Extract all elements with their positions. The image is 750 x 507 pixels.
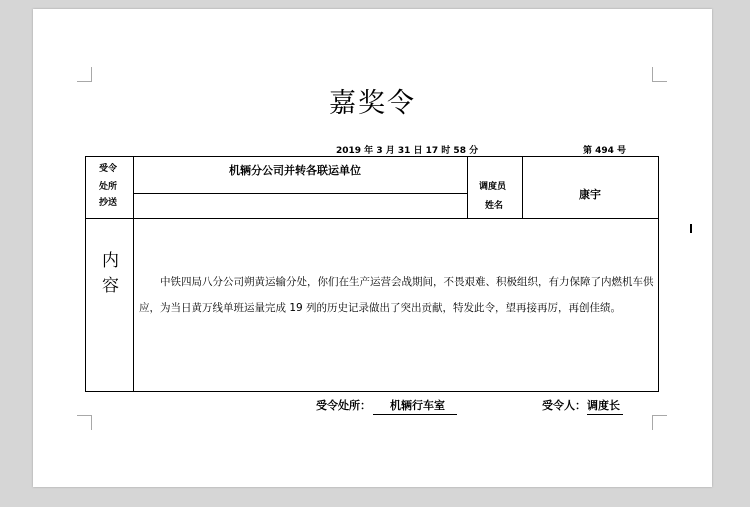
order-date: 2019 年 3 月 31 日 17 时 58 分 — [336, 146, 479, 156]
document-page — [33, 9, 712, 487]
margin-corner-top-right — [652, 67, 667, 82]
table-row-divider-2 — [85, 218, 659, 219]
dispatcher-label-line1: 调度员 — [479, 182, 507, 192]
recipient-office-value: 机辆行车室 — [373, 397, 457, 415]
content-label-line2: 容 — [102, 276, 119, 296]
receiver-label: 受令人： — [542, 399, 586, 412]
content-label-line1: 内 — [102, 251, 119, 271]
dispatcher-name: 康宇 — [579, 188, 601, 201]
margin-corner-bottom-right — [652, 415, 667, 430]
recipient-label-line2: 处所 — [99, 182, 118, 192]
recipient-label-line1: 受令 — [99, 164, 118, 174]
receiver-value: 调度长 — [587, 397, 623, 415]
document-title: 嘉奖令 — [329, 88, 416, 119]
recipient-value: 机辆分公司并转各联运单位 — [229, 164, 361, 177]
margin-corner-bottom-left — [77, 415, 92, 430]
dispatcher-label-line2: 姓名 — [485, 201, 504, 211]
table-row-divider-1 — [133, 193, 467, 194]
table-edge-mark — [690, 224, 692, 233]
order-content: 中铁四局八分公司朔黄运输分处，你们在生产运营会战期间，不畏艰难、积极组织，有力保障了内燃机车供应，为当日黄万线单班运量完成 19 列的历史记录做出了突出贡献，特发此令，望再接再厉，再创佳绩。 — [139, 276, 654, 314]
margin-corner-top-left — [77, 67, 92, 82]
table-divider-middle — [467, 156, 468, 219]
recipient-office-label: 受令处所： — [316, 399, 371, 412]
table-divider-right — [522, 156, 523, 219]
order-number: 第 494 号 — [583, 146, 627, 156]
table-divider-left — [133, 156, 134, 392]
cc-label: 抄送 — [99, 198, 118, 208]
